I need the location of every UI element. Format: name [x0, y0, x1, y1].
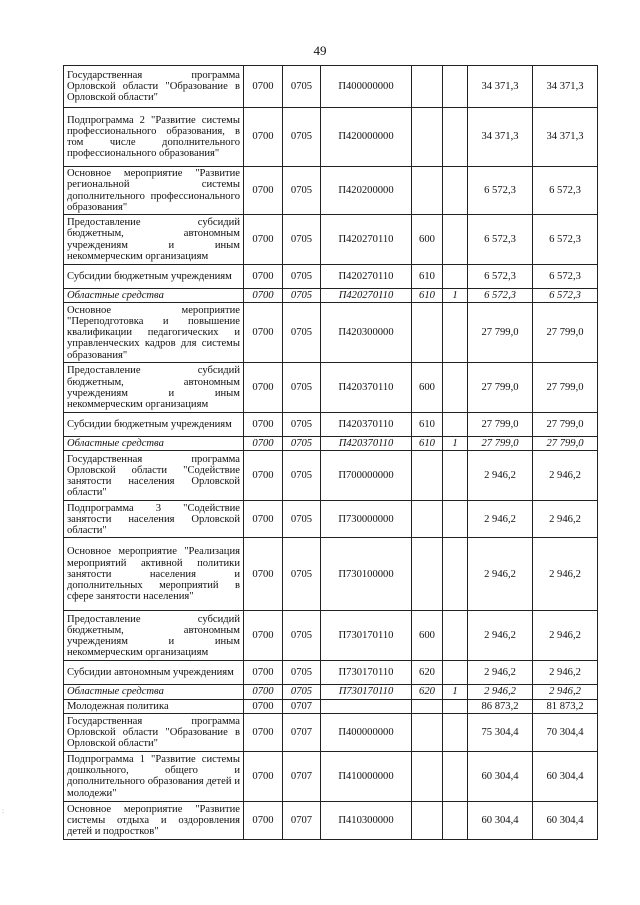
funding-source-cell: 1: [443, 685, 468, 699]
target-item-code-cell: П420370110: [321, 363, 412, 413]
expense-type-code-cell: 610: [412, 289, 443, 303]
amount-year2-cell: 2 946,2: [533, 685, 598, 699]
subsection-code-cell: 0705: [283, 437, 321, 451]
row-name-cell: Основное мероприятие "Реализация мероприятий активной политики занятости населения и дополнительных мероприятий в сфере занятости населения": [64, 538, 244, 611]
table-row: [64, 699, 598, 713]
amount-year1-cell: 27 799,0: [468, 413, 533, 437]
table-row: [64, 661, 598, 685]
table-row: [64, 685, 598, 699]
table-body: [64, 66, 598, 840]
section-code-cell: 0700: [244, 66, 283, 108]
target-item-code-cell: П730170110: [321, 611, 412, 661]
expense-type-code-cell: 620: [412, 685, 443, 699]
amount-year2-cell: 34 371,3: [533, 66, 598, 108]
target-item-code-cell: П420370110: [321, 437, 412, 451]
amount-year2-cell: 2 946,2: [533, 661, 598, 685]
expense-type-code-cell: [412, 501, 443, 538]
target-item-code-cell: П730170110: [321, 685, 412, 699]
expense-type-code-cell: 600: [412, 611, 443, 661]
amount-year1-cell: 34 371,3: [468, 66, 533, 108]
section-code-cell: 0700: [244, 437, 283, 451]
subsection-code-cell: 0707: [283, 713, 321, 751]
amount-year2-cell: 2 946,2: [533, 501, 598, 538]
target-item-code-cell: П730000000: [321, 501, 412, 538]
funding-source-cell: 1: [443, 289, 468, 303]
funding-source-cell: [443, 451, 468, 501]
table-row: [64, 437, 598, 451]
amount-year1-cell: 75 304,4: [468, 713, 533, 751]
target-item-code-cell: П420270110: [321, 215, 412, 265]
table-row: [64, 66, 598, 108]
section-code-cell: 0700: [244, 801, 283, 839]
table-row: [64, 363, 598, 413]
amount-year2-cell: 34 371,3: [533, 108, 598, 167]
amount-year1-cell: 2 946,2: [468, 661, 533, 685]
funding-source-cell: [443, 661, 468, 685]
amount-year2-cell: 2 946,2: [533, 538, 598, 611]
subsection-code-cell: 0705: [283, 501, 321, 538]
funding-source-cell: [443, 751, 468, 801]
expense-type-code-cell: [412, 751, 443, 801]
subsection-code-cell: 0705: [283, 265, 321, 289]
funding-source-cell: [443, 611, 468, 661]
table-row: [64, 451, 598, 501]
row-name-cell: Предоставление субсидий бюджетным, автономным учреждениям и иным некоммерческим организациям: [64, 611, 244, 661]
table-row: [64, 413, 598, 437]
table-row: [64, 751, 598, 801]
amount-year2-cell: 60 304,4: [533, 751, 598, 801]
funding-source-cell: [443, 363, 468, 413]
funding-source-cell: [443, 66, 468, 108]
row-name-cell: Государственная программа Орловской области "Содействие занятости населения Орловской области": [64, 451, 244, 501]
expense-type-code-cell: [412, 66, 443, 108]
target-item-code-cell: П410300000: [321, 801, 412, 839]
amount-year2-cell: 27 799,0: [533, 303, 598, 363]
amount-year2-cell: 6 572,3: [533, 215, 598, 265]
target-item-code-cell: П420200000: [321, 167, 412, 215]
amount-year1-cell: 60 304,4: [468, 801, 533, 839]
row-name-cell: Основное мероприятие "Развитие региональной системы дополнительного профессионального образования": [64, 167, 244, 215]
expense-type-code-cell: [412, 801, 443, 839]
subsection-code-cell: 0705: [283, 215, 321, 265]
expense-type-code-cell: 610: [412, 265, 443, 289]
amount-year1-cell: 27 799,0: [468, 303, 533, 363]
target-item-code-cell: П420000000: [321, 108, 412, 167]
expense-type-code-cell: 600: [412, 363, 443, 413]
amount-year1-cell: 60 304,4: [468, 751, 533, 801]
section-code-cell: 0700: [244, 413, 283, 437]
subsection-code-cell: 0705: [283, 303, 321, 363]
funding-source-cell: [443, 538, 468, 611]
funding-source-cell: [443, 215, 468, 265]
expense-type-code-cell: [412, 108, 443, 167]
table-row: [64, 801, 598, 839]
section-code-cell: 0700: [244, 685, 283, 699]
amount-year1-cell: 2 946,2: [468, 611, 533, 661]
funding-source-cell: [443, 108, 468, 167]
amount-year2-cell: 2 946,2: [533, 611, 598, 661]
expense-type-code-cell: 600: [412, 215, 443, 265]
funding-source-cell: [443, 265, 468, 289]
row-name-cell: Субсидии бюджетным учреждениям: [64, 413, 244, 437]
row-name-cell: Субсидии бюджетным учреждениям: [64, 265, 244, 289]
row-name-cell: Основное мероприятие "Переподготовка и повышение квалификации педагогических и управленческих кадров для системы образования": [64, 303, 244, 363]
subsection-code-cell: 0705: [283, 363, 321, 413]
target-item-code-cell: П420370110: [321, 413, 412, 437]
row-name-cell: Подпрограмма 1 "Развитие системы дошкольного, общего и дополнительного образования детей и молодежи": [64, 751, 244, 801]
row-name-cell: Предоставление субсидий бюджетным, автономным учреждениям и иным некоммерческим организациям: [64, 215, 244, 265]
amount-year1-cell: 2 946,2: [468, 451, 533, 501]
amount-year1-cell: 2 946,2: [468, 685, 533, 699]
amount-year2-cell: 27 799,0: [533, 413, 598, 437]
row-name-cell: Подпрограмма 2 "Развитие системы профессионального образования, в том числе дополнительного профессионального образования": [64, 108, 244, 167]
section-code-cell: 0700: [244, 611, 283, 661]
amount-year1-cell: 2 946,2: [468, 501, 533, 538]
section-code-cell: 0700: [244, 108, 283, 167]
expense-type-code-cell: [412, 167, 443, 215]
row-name-cell: Областные средства: [64, 289, 244, 303]
section-code-cell: 0700: [244, 699, 283, 713]
section-code-cell: 0700: [244, 265, 283, 289]
table-row: [64, 108, 598, 167]
table-row: [64, 215, 598, 265]
subsection-code-cell: 0707: [283, 801, 321, 839]
subsection-code-cell: 0705: [283, 108, 321, 167]
section-code-cell: 0700: [244, 303, 283, 363]
target-item-code-cell: П410000000: [321, 751, 412, 801]
target-item-code-cell: П700000000: [321, 451, 412, 501]
target-item-code-cell: П400000000: [321, 713, 412, 751]
table-row: [64, 265, 598, 289]
expense-type-code-cell: 620: [412, 661, 443, 685]
table-row: [64, 713, 598, 751]
expense-type-code-cell: 610: [412, 413, 443, 437]
section-code-cell: 0700: [244, 451, 283, 501]
left-margin-mark: :: [2, 807, 4, 815]
section-code-cell: 0700: [244, 167, 283, 215]
amount-year2-cell: 81 873,2: [533, 699, 598, 713]
amount-year2-cell: 6 572,3: [533, 265, 598, 289]
table-row: [64, 538, 598, 611]
section-code-cell: 0700: [244, 363, 283, 413]
subsection-code-cell: 0705: [283, 538, 321, 611]
amount-year1-cell: 2 946,2: [468, 538, 533, 611]
amount-year1-cell: 34 371,3: [468, 108, 533, 167]
amount-year1-cell: 86 873,2: [468, 699, 533, 713]
funding-source-cell: [443, 413, 468, 437]
target-item-code-cell: П420270110: [321, 289, 412, 303]
row-name-cell: Предоставление субсидий бюджетным, автономным учреждениям и иным некоммерческим организациям: [64, 363, 244, 413]
row-name-cell: Молодежная политика: [64, 699, 244, 713]
table-row: [64, 289, 598, 303]
section-code-cell: 0700: [244, 215, 283, 265]
subsection-code-cell: 0705: [283, 611, 321, 661]
table-row: [64, 303, 598, 363]
subsection-code-cell: 0707: [283, 699, 321, 713]
amount-year1-cell: 6 572,3: [468, 167, 533, 215]
target-item-code-cell: П730170110: [321, 661, 412, 685]
row-name-cell: Областные средства: [64, 437, 244, 451]
amount-year1-cell: 27 799,0: [468, 363, 533, 413]
row-name-cell: Основное мероприятие "Развитие системы отдыха и оздоровления детей и подростков": [64, 801, 244, 839]
table-row: [64, 501, 598, 538]
amount-year2-cell: 27 799,0: [533, 437, 598, 451]
amount-year2-cell: 6 572,3: [533, 167, 598, 215]
amount-year1-cell: 6 572,3: [468, 289, 533, 303]
subsection-code-cell: 0705: [283, 451, 321, 501]
section-code-cell: 0700: [244, 501, 283, 538]
expense-type-code-cell: [412, 451, 443, 501]
row-name-cell: Государственная программа Орловской области "Образование в Орловской области": [64, 66, 244, 108]
funding-source-cell: [443, 801, 468, 839]
target-item-code-cell: [321, 699, 412, 713]
expense-type-code-cell: [412, 303, 443, 363]
subsection-code-cell: 0705: [283, 685, 321, 699]
subsection-code-cell: 0707: [283, 751, 321, 801]
budget-table: [63, 65, 598, 840]
table-row: [64, 611, 598, 661]
amount-year2-cell: 6 572,3: [533, 289, 598, 303]
subsection-code-cell: 0705: [283, 289, 321, 303]
amount-year1-cell: 6 572,3: [468, 215, 533, 265]
amount-year2-cell: 70 304,4: [533, 713, 598, 751]
target-item-code-cell: П400000000: [321, 66, 412, 108]
amount-year2-cell: 27 799,0: [533, 363, 598, 413]
table-row: [64, 167, 598, 215]
section-code-cell: 0700: [244, 538, 283, 611]
section-code-cell: 0700: [244, 289, 283, 303]
expense-type-code-cell: [412, 713, 443, 751]
funding-source-cell: [443, 167, 468, 215]
section-code-cell: 0700: [244, 713, 283, 751]
subsection-code-cell: 0705: [283, 66, 321, 108]
target-item-code-cell: П730100000: [321, 538, 412, 611]
subsection-code-cell: 0705: [283, 661, 321, 685]
amount-year2-cell: 2 946,2: [533, 451, 598, 501]
subsection-code-cell: 0705: [283, 413, 321, 437]
funding-source-cell: [443, 303, 468, 363]
amount-year2-cell: 60 304,4: [533, 801, 598, 839]
row-name-cell: Государственная программа Орловской области "Образование в Орловской области": [64, 713, 244, 751]
section-code-cell: 0700: [244, 751, 283, 801]
row-name-cell: Областные средства: [64, 685, 244, 699]
amount-year1-cell: 27 799,0: [468, 437, 533, 451]
amount-year1-cell: 6 572,3: [468, 265, 533, 289]
expense-type-code-cell: 610: [412, 437, 443, 451]
row-name-cell: Субсидии автономным учреждениям: [64, 661, 244, 685]
row-name-cell: Подпрограмма 3 "Содействие занятости населения Орловской области": [64, 501, 244, 538]
funding-source-cell: [443, 713, 468, 751]
funding-source-cell: [443, 699, 468, 713]
expense-type-code-cell: [412, 538, 443, 611]
funding-source-cell: [443, 501, 468, 538]
target-item-code-cell: П420300000: [321, 303, 412, 363]
page-number: 49: [313, 43, 327, 58]
subsection-code-cell: 0705: [283, 167, 321, 215]
target-item-code-cell: П420270110: [321, 265, 412, 289]
expense-type-code-cell: [412, 699, 443, 713]
section-code-cell: 0700: [244, 661, 283, 685]
funding-source-cell: 1: [443, 437, 468, 451]
